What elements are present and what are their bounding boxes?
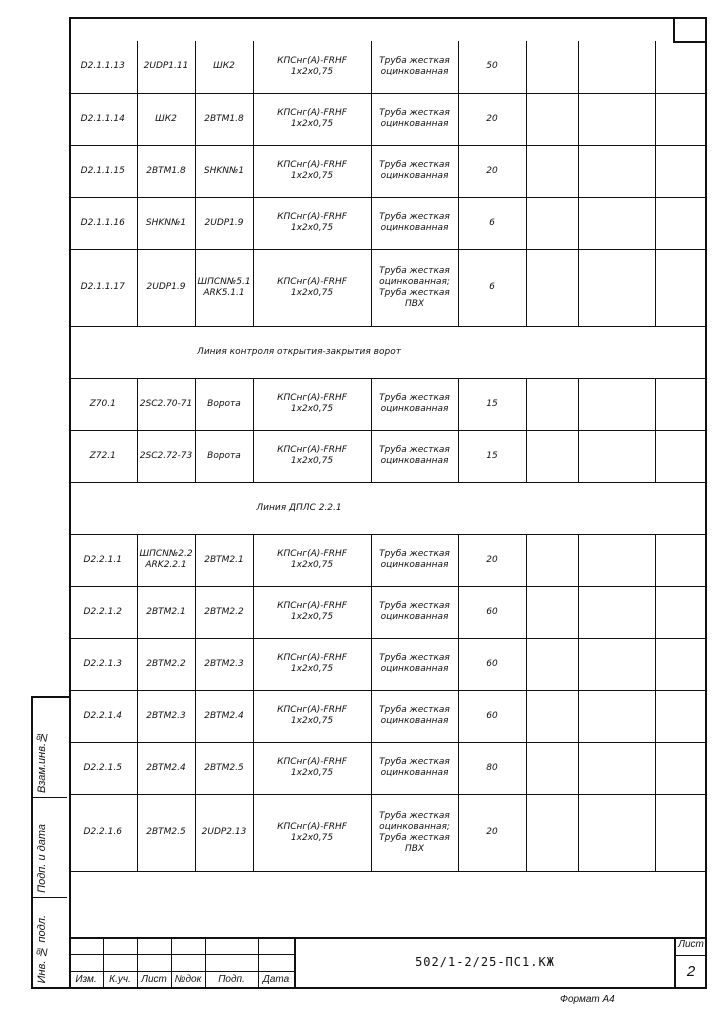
from-cell: 2SC2.70-71	[137, 378, 195, 430]
empty-cell	[655, 249, 707, 326]
to-cell: 2BTM2.1	[195, 534, 253, 586]
corner-box	[673, 17, 707, 43]
cable-id-cell: D2.1.1.15	[69, 145, 137, 197]
cable-type-cell: КПСнг(А)-FRHF 1х2х0,75	[253, 534, 371, 586]
cable-type-cell: КПСнг(А)-FRHF 1х2х0,75	[253, 742, 371, 794]
empty-cell	[526, 197, 578, 249]
empty-cell	[578, 430, 655, 482]
to-cell: 2BTM2.2	[195, 586, 253, 638]
to-cell: 2BTM2.5	[195, 742, 253, 794]
vzam-label: Взам.инв.№	[36, 730, 48, 793]
tb-label-kuch: К.уч.	[109, 974, 131, 985]
table-row	[69, 197, 707, 249]
table-row	[69, 249, 707, 326]
length-cell: 6	[458, 249, 526, 326]
cable-id-cell: D2.2.1.4	[69, 690, 137, 742]
cable-type-cell: КПСнг(А)-FRHF 1х2х0,75	[253, 145, 371, 197]
to-cell: ШК2	[195, 41, 253, 93]
empty-cell	[655, 430, 707, 482]
empty-cell	[578, 638, 655, 690]
table-row	[69, 378, 707, 430]
inv-cell	[33, 898, 67, 987]
empty-cell	[526, 794, 578, 871]
sheet-number: 2	[686, 963, 696, 980]
cable-id-cell: D2.2.1.1	[69, 534, 137, 586]
conduit-cell: Труба жесткая оцинкованная	[371, 197, 458, 249]
empty-cell	[526, 430, 578, 482]
length-cell: 20	[458, 145, 526, 197]
to-cell: 2BTM2.3	[195, 638, 253, 690]
length-cell: 20	[458, 794, 526, 871]
cable-id-cell: D2.1.1.13	[69, 41, 137, 93]
section-header-row	[69, 482, 707, 534]
cable-id-cell: D2.2.1.5	[69, 742, 137, 794]
section-header-row	[69, 326, 707, 378]
conduit-cell: Труба жесткая оцинкованная; Труба жесткая ПВХ	[371, 794, 458, 871]
podp-cell	[33, 798, 67, 898]
cable-type-cell: КПСнг(А)-FRHF 1х2х0,75	[253, 378, 371, 430]
length-cell: 60	[458, 586, 526, 638]
empty-cell	[655, 145, 707, 197]
table-row	[69, 534, 707, 586]
to-cell: 2BTM1.8	[195, 93, 253, 145]
empty-cell	[526, 145, 578, 197]
cable-type-cell: КПСнг(А)-FRHF 1х2х0,75	[253, 690, 371, 742]
to-cell: ШПСN№5.1 ARK5.1.1	[195, 249, 253, 326]
empty-cell	[526, 742, 578, 794]
length-cell: 60	[458, 690, 526, 742]
length-cell: 50	[458, 41, 526, 93]
cable-type-cell: КПСнг(А)-FRHF 1х2х0,75	[253, 93, 371, 145]
tb-label-ndok: №док	[174, 974, 202, 985]
table-row	[69, 690, 707, 742]
empty-cell	[526, 534, 578, 586]
from-cell: 2BTM2.5	[137, 794, 195, 871]
tb-sheet-line	[675, 955, 707, 956]
length-cell: 6	[458, 197, 526, 249]
to-cell: Ворота	[195, 378, 253, 430]
empty-cell	[655, 378, 707, 430]
conduit-cell: Труба жесткая оцинкованная	[371, 638, 458, 690]
length-cell: 15	[458, 430, 526, 482]
conduit-cell: Труба жесткая оцинкованная	[371, 534, 458, 586]
title-block	[69, 937, 707, 989]
conduit-cell: Труба жесткая оцинкованная	[371, 93, 458, 145]
from-cell: 2BTM2.4	[137, 742, 195, 794]
table-row	[69, 638, 707, 690]
cable-type-cell: КПСнг(А)-FRHF 1х2х0,75	[253, 41, 371, 93]
section-title: Линия контроля открытия-закрытия ворот	[69, 326, 707, 378]
cable-id-cell: D2.2.1.2	[69, 586, 137, 638]
cable-id-cell: D2.2.1.3	[69, 638, 137, 690]
from-cell: SHKN№1	[137, 197, 195, 249]
empty-cell	[526, 690, 578, 742]
from-cell: ШПСN№2.2 ARK2.2.1	[137, 534, 195, 586]
conduit-cell: Труба жесткая оцинкованная	[371, 586, 458, 638]
empty-cell	[655, 638, 707, 690]
cable-type-cell: КПСнг(А)-FRHF 1х2х0,75	[253, 430, 371, 482]
table-row	[69, 41, 707, 93]
conduit-cell: Труба жесткая оцинкованная; Труба жесткая ПВХ	[371, 249, 458, 326]
section-title: Линия ДПЛС 2.2.1	[69, 482, 707, 534]
empty-cell	[655, 197, 707, 249]
length-cell: 80	[458, 742, 526, 794]
tb-label-list: Лист	[141, 974, 167, 985]
format-label: Формат А4	[560, 994, 615, 1005]
conduit-cell: Труба жесткая оцинкованная	[371, 742, 458, 794]
table-row	[69, 742, 707, 794]
cable-type-cell: КПСнг(А)-FRHF 1х2х0,75	[253, 197, 371, 249]
empty-cell	[655, 41, 707, 93]
to-cell: SHKN№1	[195, 145, 253, 197]
cable-id-cell: D2.1.1.17	[69, 249, 137, 326]
cable-id-cell: D2.2.1.6	[69, 794, 137, 871]
empty-cell	[578, 41, 655, 93]
to-cell: Ворота	[195, 430, 253, 482]
to-cell: 2UDP2.13	[195, 794, 253, 871]
cable-id-cell: Z72.1	[69, 430, 137, 482]
cable-journal-table	[69, 41, 707, 872]
length-cell: 20	[458, 534, 526, 586]
table-row	[69, 145, 707, 197]
from-cell: 2BTM2.2	[137, 638, 195, 690]
empty-cell	[526, 41, 578, 93]
conduit-cell: Труба жесткая оцинкованная	[371, 41, 458, 93]
side-stamp	[31, 696, 69, 989]
conduit-cell: Труба жесткая оцинкованная	[371, 378, 458, 430]
length-cell: 60	[458, 638, 526, 690]
tb-label-data: Дата	[262, 974, 290, 985]
tb-label-izm: Изм.	[75, 974, 97, 985]
cable-id-cell: D2.1.1.16	[69, 197, 137, 249]
empty-cell	[578, 690, 655, 742]
empty-cell	[526, 249, 578, 326]
empty-cell	[578, 378, 655, 430]
empty-cell	[526, 93, 578, 145]
conduit-cell: Труба жесткая оцинкованная	[371, 145, 458, 197]
empty-cell	[578, 197, 655, 249]
to-cell: 2UDP1.9	[195, 197, 253, 249]
length-cell: 15	[458, 378, 526, 430]
cable-type-cell: КПСнг(А)-FRHF 1х2х0,75	[253, 794, 371, 871]
conduit-cell: Труба жесткая оцинкованная	[371, 690, 458, 742]
empty-cell	[578, 534, 655, 586]
from-cell: 2BTM2.1	[137, 586, 195, 638]
empty-cell	[526, 586, 578, 638]
podp-label: Подп. и дата	[36, 824, 48, 893]
from-cell: 2BTM2.3	[137, 690, 195, 742]
sheet-label: Лист	[678, 939, 704, 950]
empty-cell	[655, 742, 707, 794]
vzam-cell	[33, 698, 67, 798]
document-code: 502/1-2/25-ПС1.КЖ	[415, 955, 555, 969]
to-cell: 2BTM2.4	[195, 690, 253, 742]
from-cell: 2SC2.72-73	[137, 430, 195, 482]
cable-type-cell: КПСнг(А)-FRHF 1х2х0,75	[253, 249, 371, 326]
empty-cell	[655, 690, 707, 742]
inv-label: Инв. № подл.	[36, 914, 48, 983]
empty-cell	[655, 534, 707, 586]
empty-cell	[578, 742, 655, 794]
length-cell: 20	[458, 93, 526, 145]
table-row	[69, 586, 707, 638]
from-cell: 2UDP1.9	[137, 249, 195, 326]
from-cell: 2UDP1.11	[137, 41, 195, 93]
empty-cell	[578, 794, 655, 871]
table-row	[69, 93, 707, 145]
tb-label-podp: Подп.	[218, 974, 245, 985]
empty-cell	[526, 378, 578, 430]
empty-cell	[655, 93, 707, 145]
empty-cell	[578, 93, 655, 145]
empty-cell	[578, 586, 655, 638]
empty-cell	[578, 249, 655, 326]
empty-cell	[655, 586, 707, 638]
tb-top-line	[69, 937, 707, 939]
from-cell: ШК2	[137, 93, 195, 145]
conduit-cell: Труба жесткая оцинкованная	[371, 430, 458, 482]
cable-type-cell: КПСнг(А)-FRHF 1х2х0,75	[253, 586, 371, 638]
cable-id-cell: Z70.1	[69, 378, 137, 430]
empty-cell	[655, 794, 707, 871]
table-row	[69, 794, 707, 871]
empty-cell	[526, 638, 578, 690]
table-row	[69, 430, 707, 482]
empty-cell	[578, 145, 655, 197]
cable-id-cell: D2.1.1.14	[69, 93, 137, 145]
from-cell: 2BTM1.8	[137, 145, 195, 197]
cable-type-cell: КПСнг(А)-FRHF 1х2х0,75	[253, 638, 371, 690]
